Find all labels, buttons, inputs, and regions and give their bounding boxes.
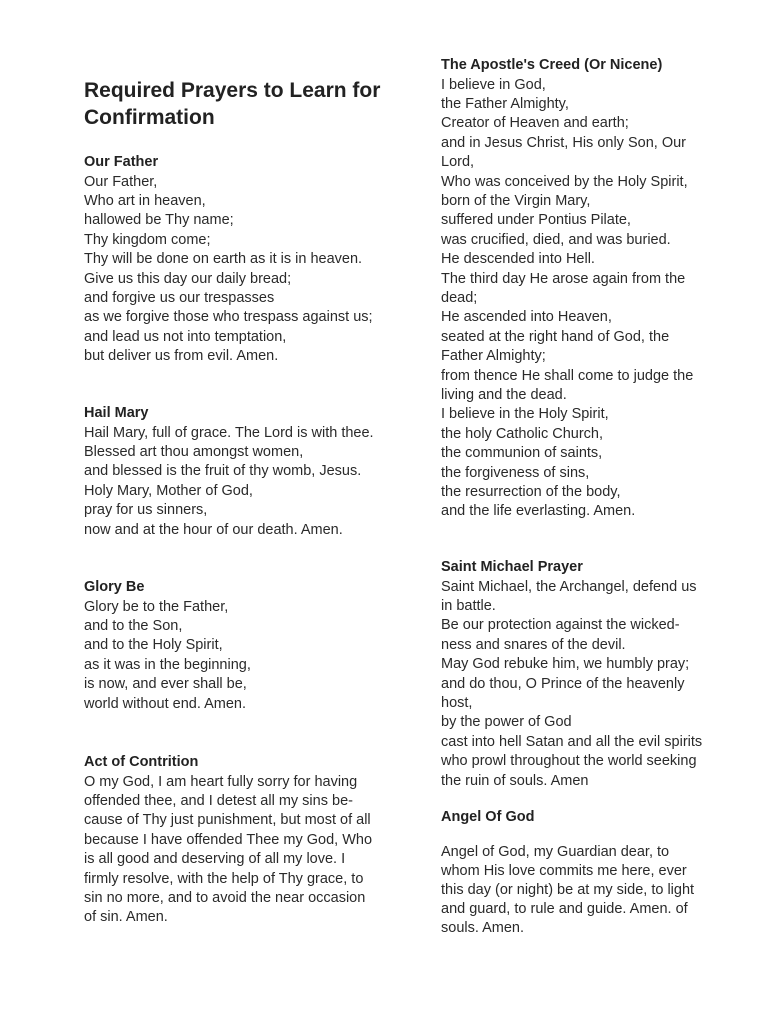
prayer-heading: The Apostle's Creed (Or Nicene)	[441, 57, 663, 73]
prayer-line: I believe in the Holy Spirit,	[441, 406, 609, 423]
prayer-act-of-contrition	[84, 753, 372, 928]
prayer-line: the Father Almighty,	[441, 95, 569, 112]
prayer-heading: Hail Mary	[84, 405, 149, 421]
prayer-line: cast into hell Satan and all the evil spirits	[441, 733, 703, 750]
prayer-text	[84, 773, 372, 928]
prayer-line: the resurrection of the body,	[441, 484, 621, 501]
prayer-line: and the life everlasting. Amen.	[441, 503, 636, 520]
prayer-line: and forgive us our trespasses	[84, 289, 275, 306]
prayer-line: who prowl throughout the world seeking	[441, 753, 697, 770]
prayer-line: Creator of Heaven and earth;	[441, 115, 629, 132]
prayer-line: and to the Son,	[84, 617, 183, 634]
prayer-line: of sin. Amen.	[84, 909, 168, 926]
page-title-line-1: Required Prayers to Learn for	[84, 79, 381, 102]
prayer-heading: Saint Michael Prayer	[441, 559, 583, 575]
prayer-line: this day (or night) be at my side, to light	[441, 881, 695, 898]
prayer-line: host,	[441, 694, 473, 711]
prayer-line: Glory be to the Father,	[84, 598, 229, 615]
prayer-line: suffered under Pontius Pilate,	[441, 212, 631, 229]
prayer-line: the ruin of souls. Amen	[441, 772, 589, 789]
prayer-saint-michael	[441, 558, 702, 791]
prayer-line: Angel of God, my Guardian dear, to	[441, 843, 670, 860]
prayer-heading: Angel Of God	[441, 809, 535, 825]
prayer-line: Who art in heaven,	[84, 192, 206, 209]
prayer-text	[441, 76, 693, 522]
prayer-line: ness and snares of the devil.	[441, 636, 626, 653]
prayer-line: in battle.	[441, 597, 496, 614]
prayer-angel-of-god	[441, 808, 694, 938]
prayer-heading: Act of Contrition	[84, 754, 199, 770]
page-title	[84, 77, 424, 131]
prayer-line: sin no more, and to avoid the near occasion	[84, 889, 366, 906]
prayer-heading: Glory Be	[84, 579, 145, 595]
prayer-line: whom His love commits me here, ever	[441, 862, 687, 879]
prayer-line: and guard, to rule and guide. Amen. of	[441, 900, 688, 917]
prayer-line: the forgiveness of sins,	[441, 464, 590, 481]
prayer-line: living and the dead.	[441, 387, 567, 403]
prayer-line: born of the Virgin Mary,	[441, 192, 591, 209]
prayer-line: Saint Michael, the Archangel, defend us	[441, 578, 697, 595]
prayer-line: The third day He arose again from the	[441, 270, 686, 287]
prayer-line: May God rebuke him, we humbly pray;	[441, 656, 690, 673]
prayer-line: Who was conceived by the Holy Spirit,	[441, 173, 688, 190]
prayer-line: and blessed is the fruit of thy womb, Jesus.	[84, 463, 362, 480]
prayer-line: by the power of God	[441, 714, 572, 731]
prayer-line: as it was in the beginning,	[84, 656, 251, 673]
prayer-line: Be our protection against the wicked-	[441, 617, 680, 634]
prayer-line: hallowed be Thy name;	[84, 212, 234, 229]
prayer-line: because I have offended Thee my God, Who	[84, 831, 373, 848]
prayer-glory-be	[84, 578, 251, 714]
prayer-line: seated at the right hand of God, the	[441, 328, 670, 345]
prayer-line: I believe in God,	[441, 76, 546, 93]
prayer-line: and do thou, O Prince of the heavenly	[441, 675, 685, 692]
prayer-line: as we forgive those who trespass against us;	[84, 309, 373, 326]
prayer-line: pray for us sinners,	[84, 502, 208, 519]
prayer-line: Lord,	[441, 154, 475, 171]
prayer-line: Thy kingdom come;	[84, 231, 211, 248]
prayer-text	[84, 598, 251, 714]
prayer-line: and lead us not into temptation,	[84, 328, 287, 345]
prayer-apostles-creed	[441, 56, 693, 522]
prayer-line: Father Almighty;	[441, 348, 546, 365]
prayer-text	[441, 578, 702, 791]
prayer-line: but deliver us from evil. Amen.	[84, 348, 279, 365]
prayer-line: He descended into Hell.	[441, 251, 595, 268]
prayer-line: and to the Holy Spirit,	[84, 637, 223, 654]
prayer-text	[441, 843, 694, 938]
prayer-hail-mary	[84, 404, 374, 540]
prayer-line: now and at the hour of our death. Amen.	[84, 521, 343, 538]
prayer-line: from thence He shall come to judge the	[441, 367, 694, 384]
prayer-line: dead;	[441, 289, 478, 306]
prayer-heading: Our Father	[84, 154, 159, 170]
prayer-line: Holy Mary, Mother of God,	[84, 482, 253, 499]
prayer-line: the communion of saints,	[441, 445, 603, 462]
prayer-line: world without end. Amen.	[84, 695, 247, 712]
prayer-line: He ascended into Heaven,	[441, 309, 612, 326]
prayer-line: offended thee, and I detest all my sins be-	[84, 792, 353, 809]
prayer-line: was crucified, died, and was buried.	[441, 231, 671, 248]
prayer-text	[84, 173, 373, 367]
prayer-text	[84, 424, 374, 540]
prayer-our-father	[84, 153, 373, 367]
prayer-line: souls. Amen.	[441, 919, 525, 936]
prayer-line: firmly resolve, with the help of Thy grace, to	[84, 870, 364, 887]
prayer-line: Our Father,	[84, 173, 158, 190]
page-title-line-2: Confirmation	[84, 106, 215, 129]
prayer-line: is now, and ever shall be,	[84, 676, 247, 693]
prayer-line: Thy will be done on earth as it is in heaven.	[84, 251, 363, 268]
prayer-line: Blessed art thou amongst women,	[84, 443, 304, 460]
prayer-line: the holy Catholic Church,	[441, 425, 603, 442]
prayer-line: cause of Thy just punishment, but most of all	[84, 812, 371, 829]
prayer-line: and in Jesus Christ, His only Son, Our	[441, 134, 686, 151]
prayer-line: is all good and deserving of all my love. I	[84, 851, 346, 868]
prayer-line: Hail Mary, full of grace. The Lord is with thee.	[84, 424, 374, 441]
prayer-line: O my God, I am heart fully sorry for having	[84, 773, 358, 790]
prayer-line: Give us this day our daily bread;	[84, 270, 292, 287]
